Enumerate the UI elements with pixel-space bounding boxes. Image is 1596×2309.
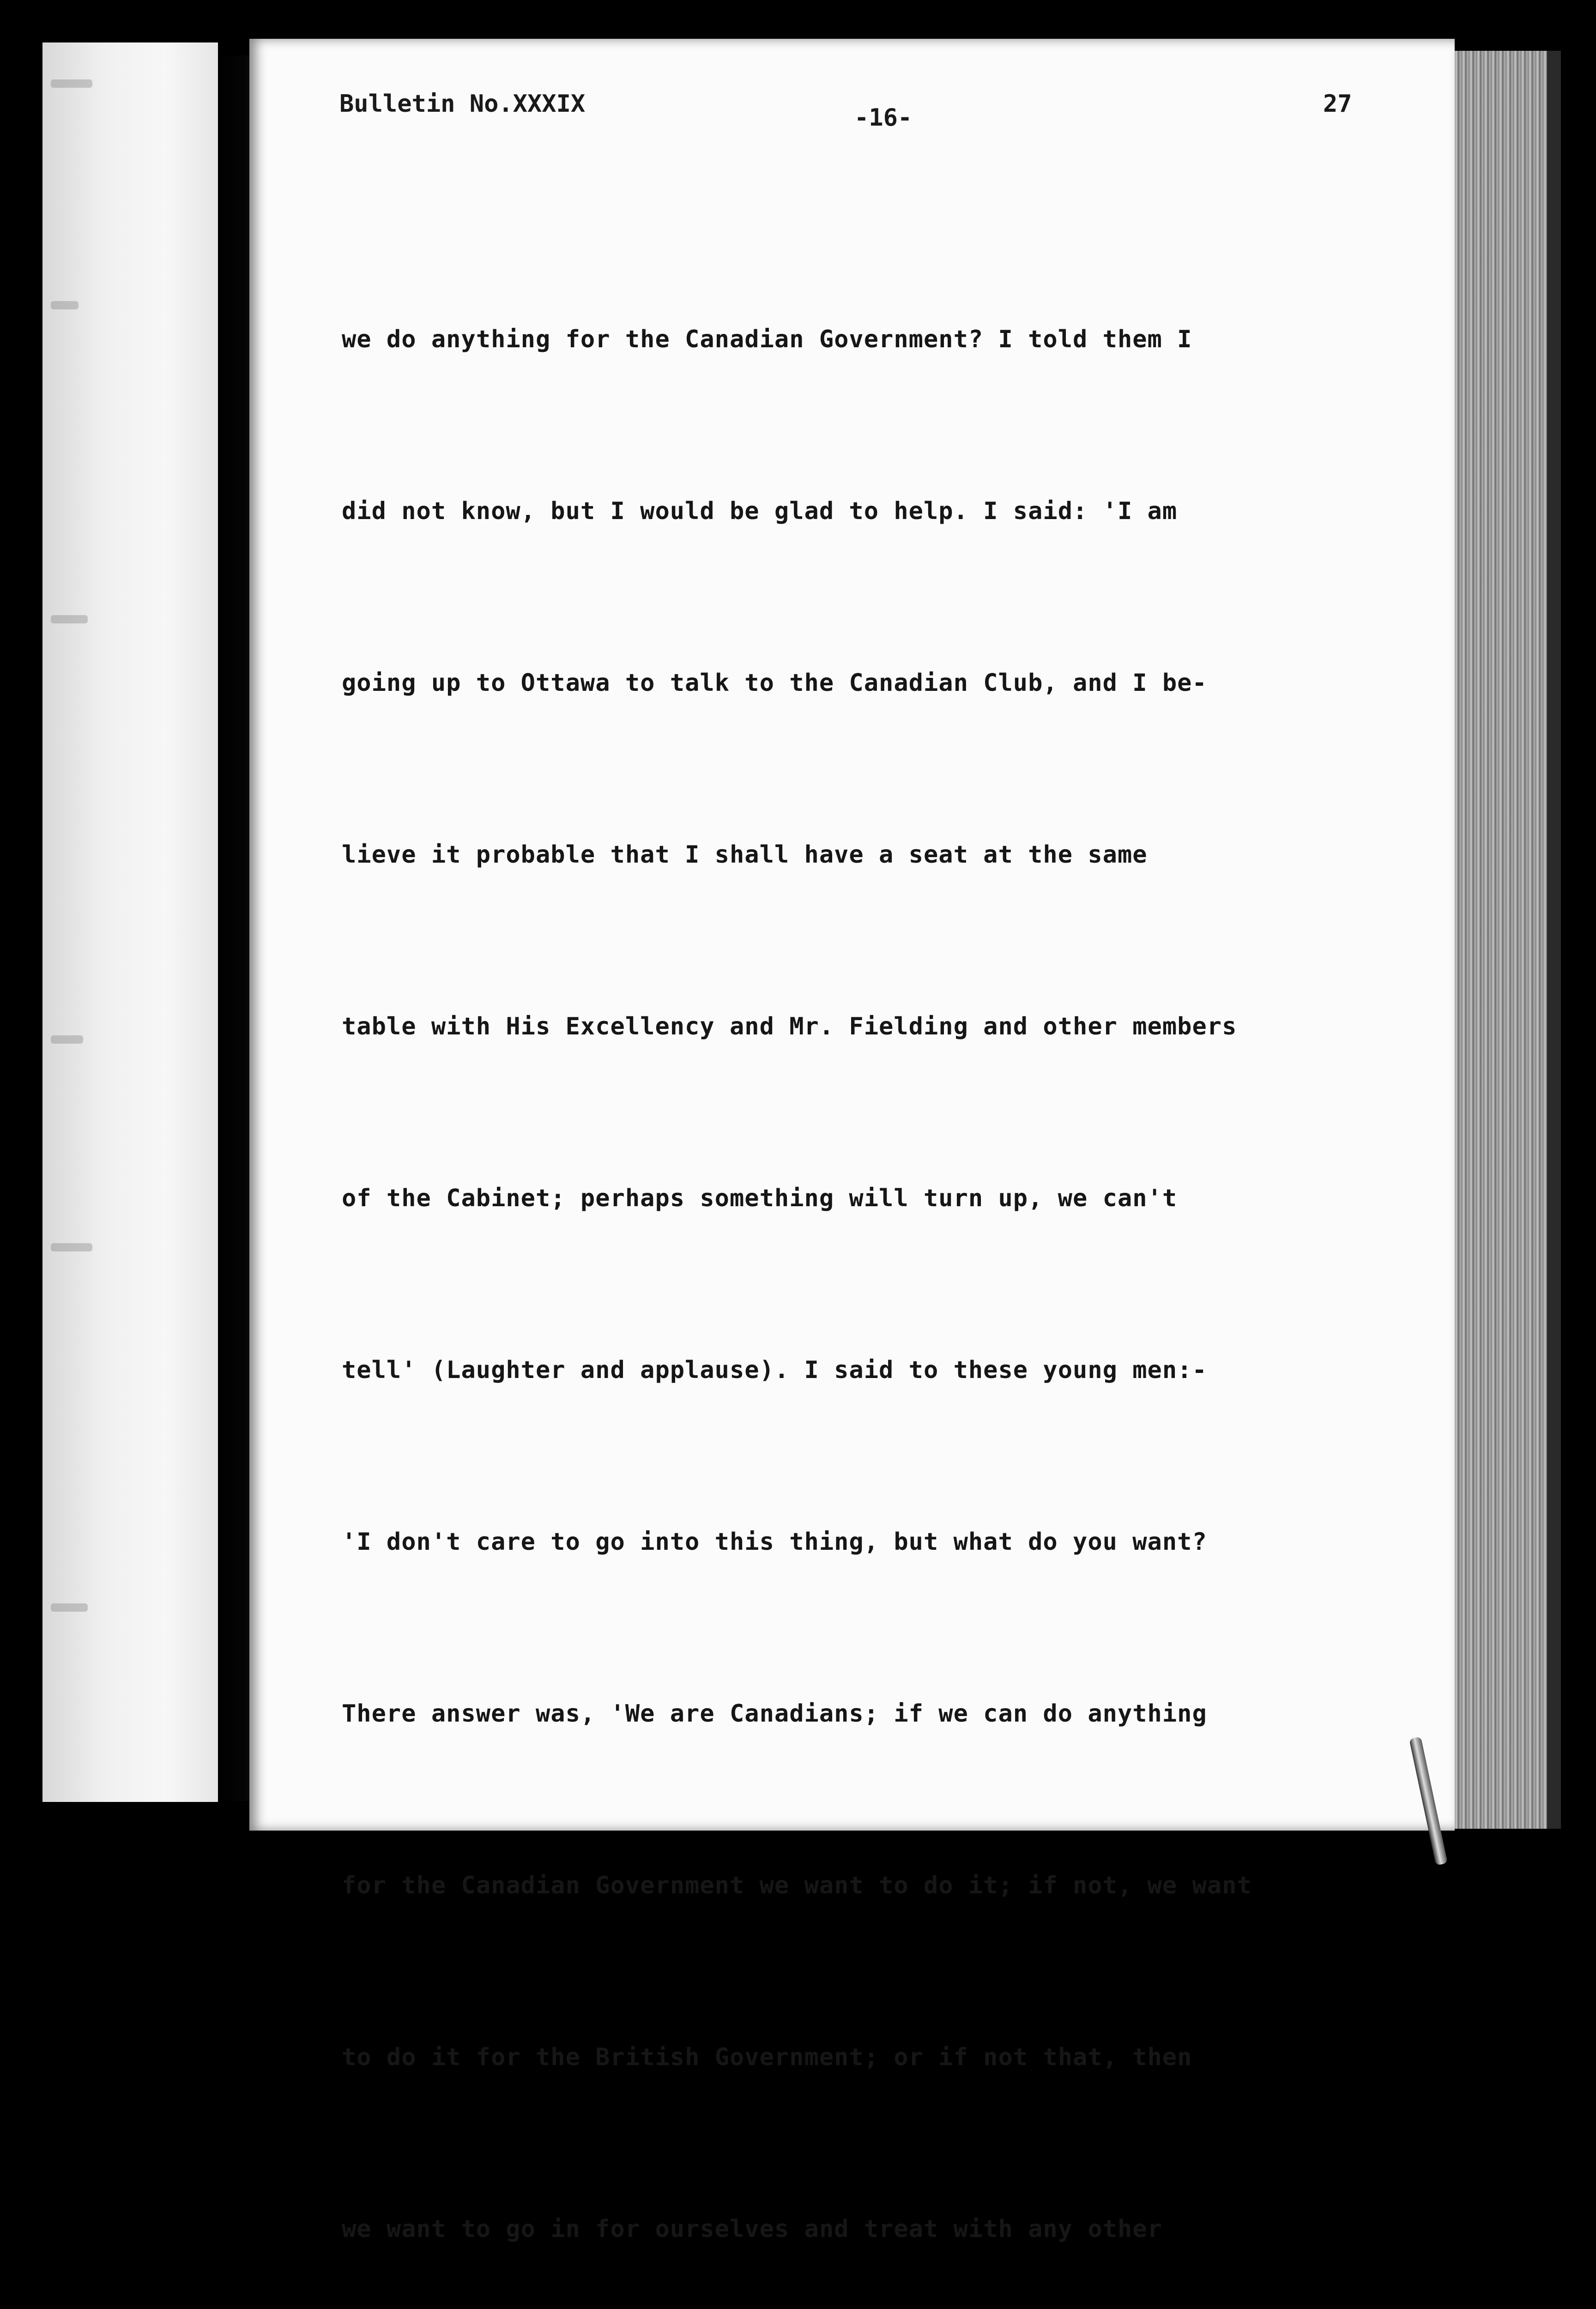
- text-line: to do it for the British Government; or if not that, then: [342, 2043, 1192, 2071]
- text-line: we do anything for the Canadian Government? I told them I: [342, 326, 1192, 353]
- body-text: [342, 196, 1413, 2309]
- bleed-through-mark: [51, 79, 92, 88]
- page-marker: -16-: [854, 104, 913, 132]
- text-line: There answer was, 'We are Canadians; if we can do anything: [342, 1700, 1207, 1728]
- text-line: did not know, but I would be glad to help. I said: 'I am: [342, 497, 1178, 525]
- bleed-through-mark: [51, 1243, 92, 1251]
- text-line: 'I don't care to go into this thing, but what do you want?: [342, 1528, 1207, 1556]
- bleed-through-mark: [51, 1035, 83, 1044]
- bleed-through-mark: [51, 1603, 88, 1612]
- text-line: table with His Excellency and Mr. Fielding and other members: [342, 1013, 1237, 1040]
- bleed-through-mark: [51, 615, 88, 623]
- previous-page-edge: [42, 42, 218, 1802]
- page-stack-shadow: [1547, 51, 1561, 1829]
- bleed-through-mark: [51, 301, 79, 309]
- page-stack-edge: [1455, 51, 1547, 1829]
- page-number: 27: [1323, 90, 1352, 118]
- text-line: lieve it probable that I shall have a seat at the same: [342, 841, 1148, 869]
- text-line: we want to go in for ourselves and treat with any other: [342, 2215, 1162, 2243]
- text-line: going up to Ottawa to talk to the Canadian Club, and I be-: [342, 669, 1207, 697]
- text-line: for the Canadian Government we want to do it; if not, we want: [342, 1872, 1252, 1899]
- bulletin-title: Bulletin No.XXXIX: [339, 90, 586, 118]
- text-line: of the Cabinet; perhaps something will turn up, we can't: [342, 1185, 1178, 1212]
- text-line: tell' (Laughter and applause). I said to these young men:-: [342, 1356, 1207, 1384]
